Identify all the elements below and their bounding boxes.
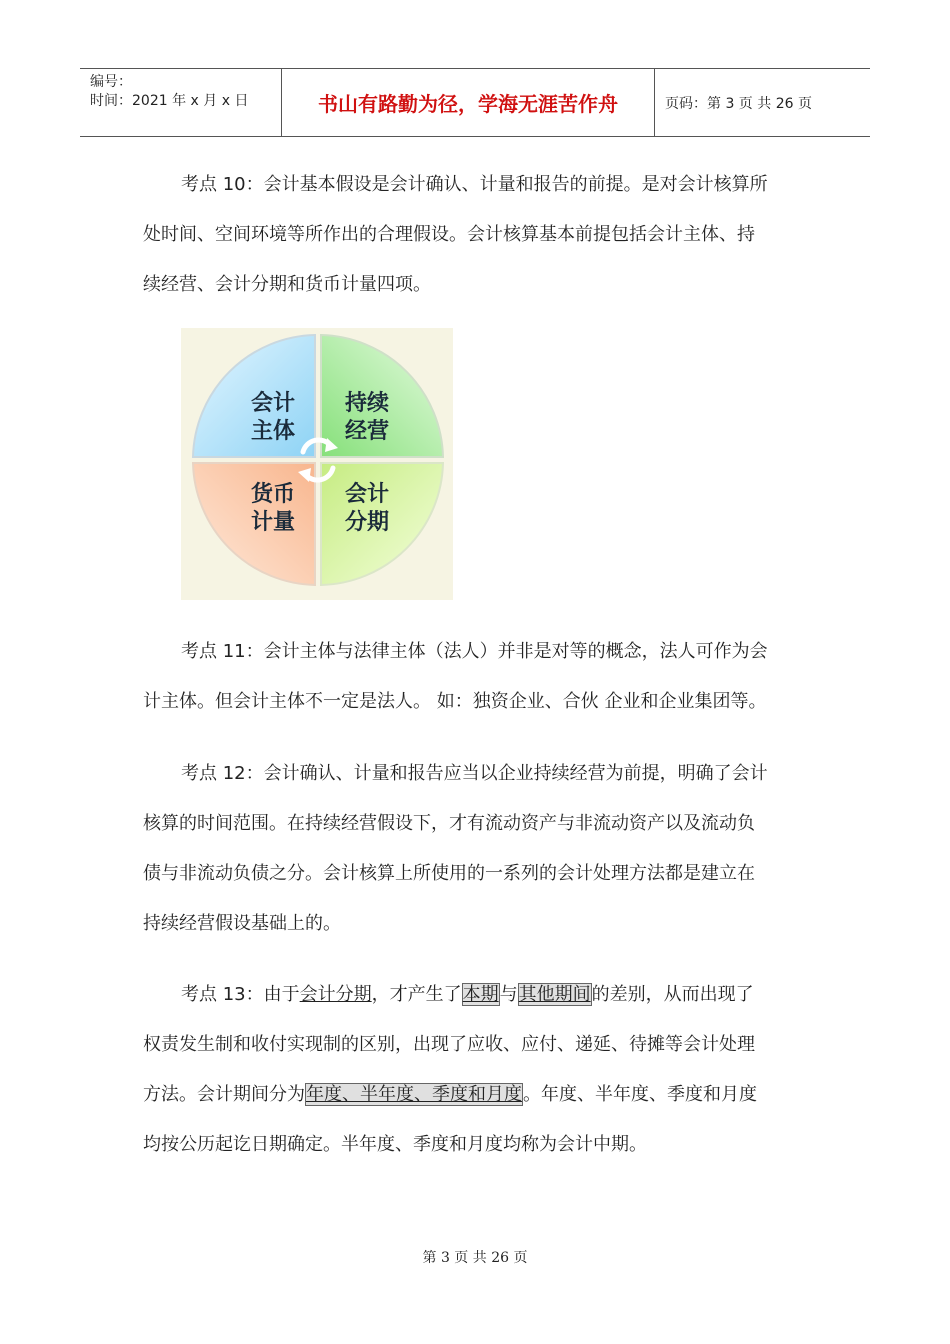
paragraph-line: 续经营、会计分期和货币计量四项。 bbox=[143, 274, 431, 295]
paragraph-line: 考点 11：会计主体与法律主体（法人）并非是对等的概念，法人可作为会 bbox=[181, 641, 768, 662]
text-run: 的差别，从而出现了 bbox=[591, 984, 754, 1005]
paragraph-line: 考点 12：会计确认、计量和报告应当以企业持续经营为前提，明确了会计 bbox=[181, 763, 768, 784]
text-run: ，才产生了 bbox=[371, 984, 462, 1005]
paragraph-point-12 bbox=[143, 749, 813, 949]
document-number-label: 编号： bbox=[90, 74, 132, 90]
quadrant-label: 分期 bbox=[344, 510, 390, 535]
paragraph-point-10 bbox=[143, 160, 813, 310]
quadrant-label: 计量 bbox=[250, 510, 296, 535]
paragraph-line: 债与非流动负债之分。会计核算上所使用的一系列的会计处理方法都是建立在 bbox=[143, 863, 755, 884]
text-run: 方法。会计期间分为 bbox=[143, 1084, 305, 1105]
text-run: 与 bbox=[499, 984, 518, 1005]
text-run: 。年度、半年度、季度和月度 bbox=[523, 1084, 757, 1105]
paragraph-line: 考点 10：会计基本假设是会计确认、计量和报告的前提。是对会计核算所 bbox=[181, 174, 768, 195]
quadrant-label: 货币 bbox=[250, 482, 296, 507]
header-page-info: 页码：第 3 页 共 26 页 bbox=[665, 95, 812, 112]
quadrant-label: 持续 bbox=[344, 391, 390, 416]
underlined-term: 会计分期 bbox=[299, 984, 372, 1005]
highlighted-term: 本期 bbox=[462, 984, 499, 1005]
highlighted-term: 其他期间 bbox=[518, 984, 591, 1005]
paragraph-line: 权责发生制和收付实现制的区别，出现了应收、应付、递延、待摊等会计处理 bbox=[143, 1034, 755, 1055]
assumptions-circle-chart bbox=[181, 328, 453, 600]
quadrant-label: 会计 bbox=[344, 482, 390, 507]
paragraph-point-11 bbox=[143, 627, 813, 727]
page-footer: 第 3 页 共 26 页 bbox=[422, 1250, 528, 1266]
page-header bbox=[80, 68, 870, 137]
paragraph-line: 计主体。但会计主体不一定是法人。 如：独资企业、合伙 企业和企业集团等。 bbox=[143, 691, 767, 712]
text-run: 考点 13：由于 bbox=[181, 984, 300, 1005]
header-meta-cell bbox=[80, 69, 282, 136]
paragraph-line: 均按公历起讫日期确定。半年度、季度和月度均称为会计中期。 bbox=[143, 1134, 647, 1155]
header-motto: 书山有路勤为径，学海无涯苦作舟 bbox=[282, 69, 655, 136]
accounting-assumptions-diagram bbox=[181, 328, 453, 600]
paragraph-line: 处时间、空间环境等所作出的合理假设。会计核算基本前提包括会计主体、持 bbox=[143, 224, 755, 245]
document-date: 时间：2021 年 x 月 x 日 bbox=[90, 93, 249, 109]
paragraph-line bbox=[143, 1070, 813, 1120]
paragraph-point-13 bbox=[143, 970, 813, 1170]
quadrant-label: 主体 bbox=[250, 419, 296, 444]
paragraph-line: 核算的时间范围。在持续经营假设下，才有流动资产与非流动资产以及流动负 bbox=[143, 813, 755, 834]
highlighted-term: 年度、半年度、季度和月度 bbox=[306, 1084, 522, 1105]
quadrant-label: 会计 bbox=[250, 391, 296, 416]
paragraph-line bbox=[143, 970, 813, 1020]
paragraph-line: 持续经营假设基础上的。 bbox=[143, 913, 341, 934]
quadrant-label: 经营 bbox=[344, 419, 390, 444]
